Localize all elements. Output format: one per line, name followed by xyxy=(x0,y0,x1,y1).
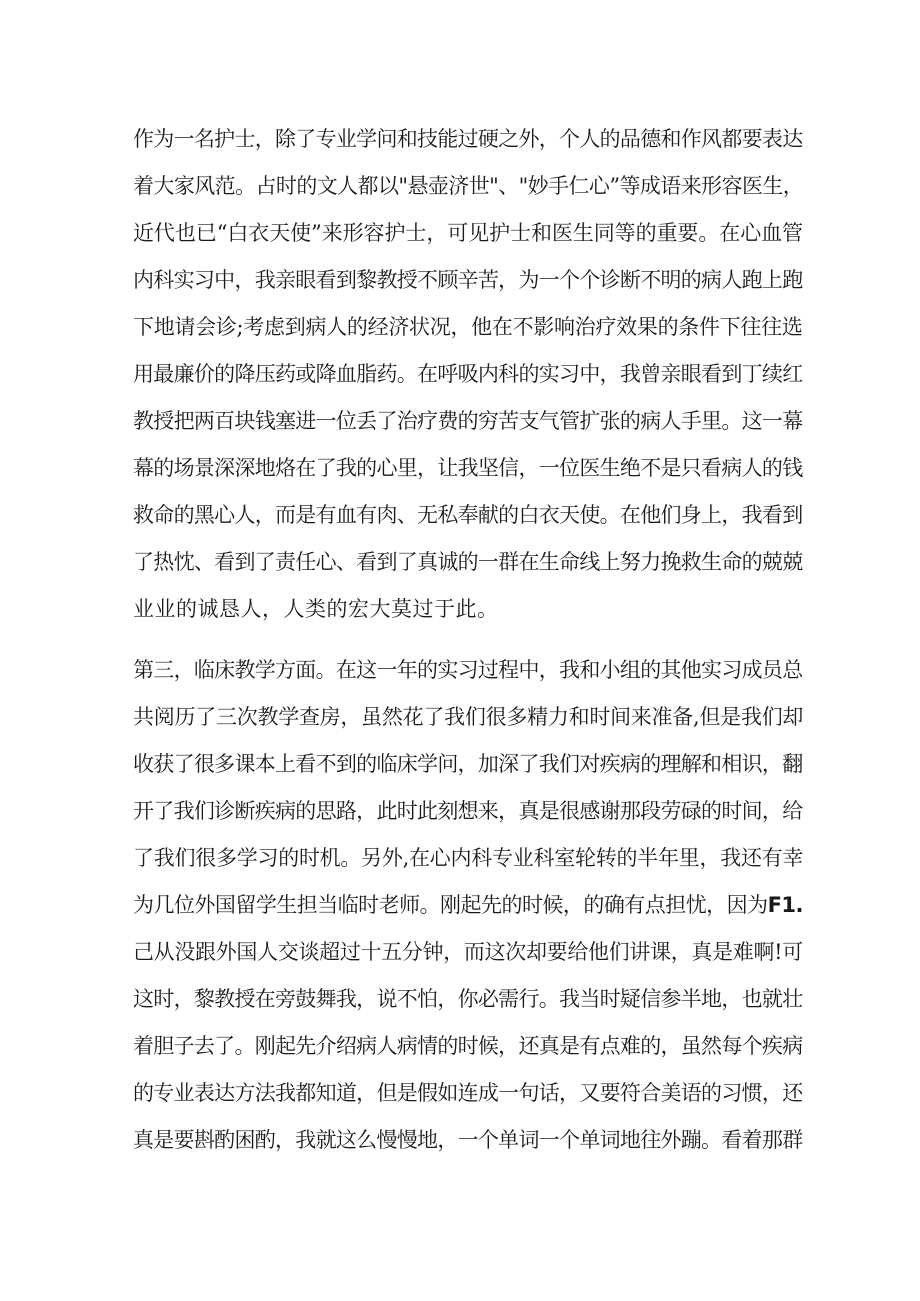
text-line: 第三，临床教学方面。在这一年的实习过程中，我和小组的其他实习成员总 xyxy=(133,658,803,682)
paragraph-nurse-ethics xyxy=(133,116,803,633)
text-line: 教授把两百块钱塞进一位丢了治疗费的穷苦支气管扩张的病人手里。这一幕 xyxy=(133,409,803,433)
text-line: 收获了很多课本上看不到的临床学问，加深了我们对疾病的理解和相识，翻 xyxy=(133,752,803,776)
text-line: 救命的黑心人，而是有血有肉、无私奉献的白衣天使。在他们身上，我看到 xyxy=(133,503,803,527)
text-line: 共阅历了三次教学查房，虽然花了我们很多精力和时间来准备,但是我们却 xyxy=(133,705,804,729)
text-line: 用最廉价的降压药或降血脂药。在呼吸内科的实习中，我曾亲眼看到丁续红 xyxy=(133,362,803,386)
text-line: 近代也已“白衣天使”来形容护士，可见护士和医生同等的重要。在心血管 xyxy=(133,221,803,245)
text-line: 业业的诚恳人，人类的宏大莫过于此。 xyxy=(133,597,499,621)
text-line: 幕的场景深深地烙在了我的心里，让我坚信，一位医生绝不是只看病人的钱 xyxy=(133,456,803,480)
text-line xyxy=(133,882,803,929)
text-line: 了我们很多学习的时机。另外,在心内科专业科室轮转的半年里，我还有幸 xyxy=(133,846,804,870)
text-line: 内科实习中，我亲眼看到黎教授不顾辛苦，为一个个诊断不明的病人跑上跑 xyxy=(133,268,803,292)
line-text: 为几位外国留学生担当临时老师。刚起先的时候，的确有点担忧，因为 xyxy=(133,893,768,917)
text-line: 这时，黎教授在旁鼓舞我，说不怕，你必需行。我当时疑信参半地，也就壮 xyxy=(133,987,803,1011)
text-line: 下地请会诊;考虑到病人的经济状况，他在不影响治疗效果的条件下往往选 xyxy=(133,315,803,339)
text-line: 了热忱、看到了责任心、看到了真诚的一群在生命线上努力挽救生命的兢兢 xyxy=(133,550,803,574)
text-line: 己从没跟外国人交谈超过十五分钟，而这次却要给他们讲课，真是难啊!可 xyxy=(133,940,803,964)
text-line: 作为一名护士，除了专业学问和技能过硬之外，个人的品德和作风都要表达 xyxy=(133,127,803,151)
text-line: 真是要斟酌困酌，我就这么慢慢地，一个单词一个单词地往外蹦。看着那群 xyxy=(133,1128,803,1152)
bold-marker: F1. xyxy=(767,893,803,917)
paragraph-clinical-teaching xyxy=(133,647,803,1164)
text-line: 开了我们诊断疾病的思路，此时此刻想来，真是很感谢那段劳碌的时间，给 xyxy=(133,799,803,823)
text-line: 着胆子去了。刚起先介绍病人病情的时候，还真是有点难的，虽然每个疾病 xyxy=(133,1034,803,1058)
text-line: 的专业表达方法我都知道，但是假如连成一句话，又要符合美语的习惯，还 xyxy=(133,1081,803,1105)
text-line: 着大家风范。占时的文人都以"悬壶济世"、"妙手仁心”等成语来形容医生， xyxy=(133,174,804,198)
